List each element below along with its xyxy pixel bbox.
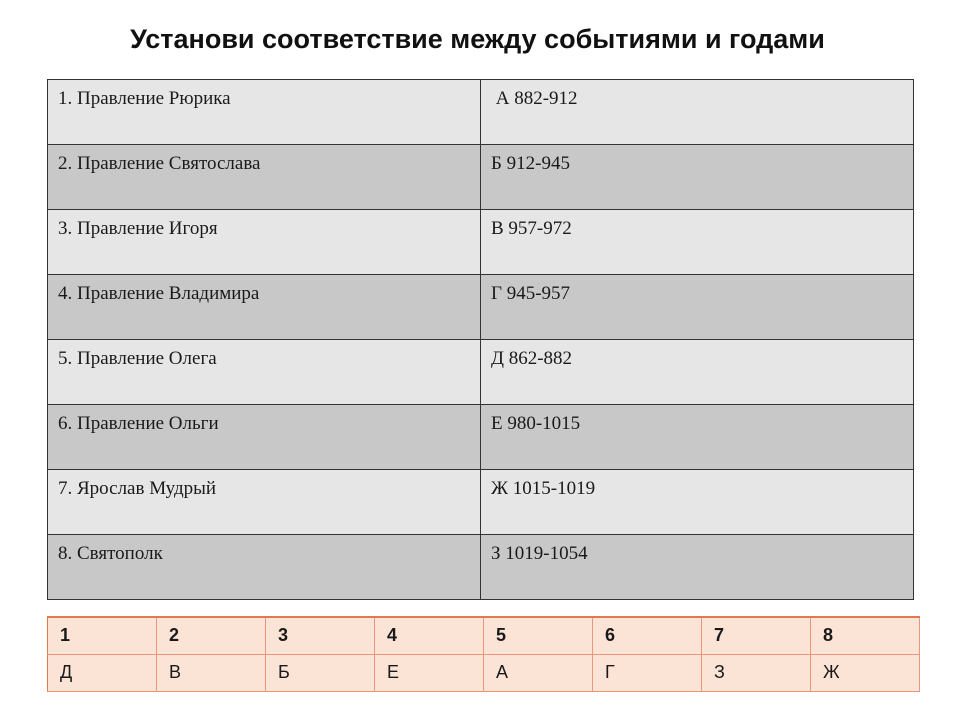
table-row (48, 80, 914, 145)
table-row (48, 210, 914, 275)
event-cell: 3. Правление Игоря (48, 210, 481, 275)
answer-letter: Е (375, 654, 484, 691)
event-cell: 1. Правление Рюрика (48, 80, 481, 145)
years-cell: З 1019-1054 (481, 535, 914, 600)
years-cell: А 882-912 (481, 80, 914, 145)
page-title: Установи соответствие между событиями и годами (130, 24, 825, 54)
answer-key-table (47, 616, 920, 692)
years-cell: В 957-972 (481, 210, 914, 275)
matching-table (47, 79, 914, 600)
event-cell: 6. Правление Ольги (48, 405, 481, 470)
table-row (48, 535, 914, 600)
years-cell: Б 912-945 (481, 145, 914, 210)
answer-number: 7 (702, 617, 811, 654)
answer-letter: Д (48, 654, 157, 691)
answer-number: 4 (375, 617, 484, 654)
answer-number: 3 (266, 617, 375, 654)
answer-letter: Ж (811, 654, 920, 691)
table-row (48, 405, 914, 470)
event-cell: 5. Правление Олега (48, 340, 481, 405)
answer-letter: В (157, 654, 266, 691)
table-row (48, 145, 914, 210)
years-cell: Ж 1015-1019 (481, 470, 914, 535)
event-cell: 7. Ярослав Мудрый (48, 470, 481, 535)
answer-numbers-row (48, 617, 920, 654)
answer-number: 8 (811, 617, 920, 654)
answer-number: 6 (593, 617, 702, 654)
answer-number: 5 (484, 617, 593, 654)
table-row (48, 340, 914, 405)
table-row (48, 470, 914, 535)
years-cell: Е 980-1015 (481, 405, 914, 470)
event-cell: 4. Правление Владимира (48, 275, 481, 340)
answer-letter: З (702, 654, 811, 691)
answer-number: 2 (157, 617, 266, 654)
answer-letter: Г (593, 654, 702, 691)
answer-letter: Б (266, 654, 375, 691)
answer-letters-row (48, 654, 920, 691)
years-cell: Г 945-957 (481, 275, 914, 340)
table-row (48, 275, 914, 340)
years-cell: Д 862-882 (481, 340, 914, 405)
event-cell: 2. Правление Святослава (48, 145, 481, 210)
answer-letter: А (484, 654, 593, 691)
answer-number: 1 (48, 617, 157, 654)
event-cell: 8. Святополк (48, 535, 481, 600)
